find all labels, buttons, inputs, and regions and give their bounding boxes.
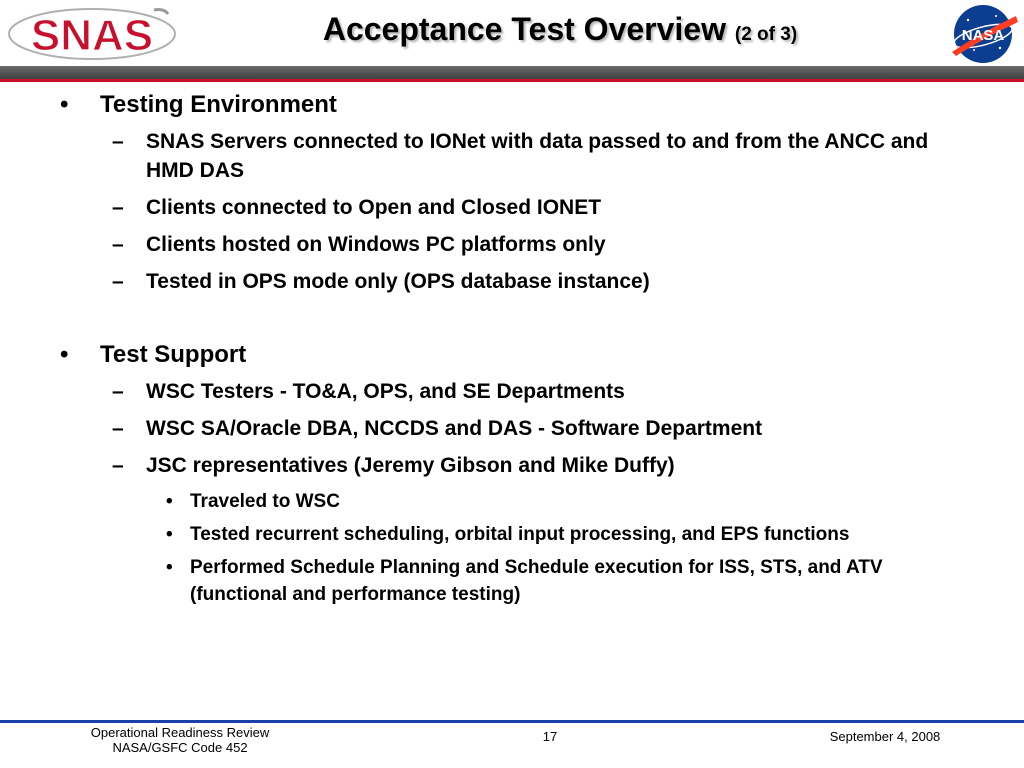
sub-bullet-text: SNAS Servers connected to IONet with data passed to and from the ANCC and HMD DAS bbox=[146, 130, 929, 182]
dash-marker: – bbox=[112, 270, 124, 293]
sub-bullet bbox=[0, 267, 936, 296]
sub-bullet-text: WSC SA/Oracle DBA, NCCDS and DAS - Software Department bbox=[146, 417, 763, 440]
sub-bullet bbox=[0, 127, 936, 185]
sub-bullet bbox=[0, 230, 936, 259]
sub-bullet-text: JSC representatives (Jeremy Gibson and Mike Duffy) bbox=[146, 454, 675, 477]
dash-marker: – bbox=[112, 417, 124, 440]
nasa-logo-text: NASA bbox=[961, 27, 1005, 44]
footer-event-title: Operational Readiness Review bbox=[90, 725, 270, 740]
small-bullet-marker: • bbox=[166, 491, 173, 512]
sub-sub-bullet-text: Performed Schedule Planning and Schedule execution for ISS, STS, and ATV (functional and performance testing) bbox=[190, 557, 883, 605]
slide-title bbox=[180, 11, 940, 48]
sub-bullet-text: WSC Testers - TO&A, OPS, and SE Departments bbox=[146, 380, 625, 403]
bullet-marker: • bbox=[60, 91, 69, 118]
sub-sub-bullet-text: Tested recurrent scheduling, orbital input processing, and EPS functions bbox=[190, 524, 850, 545]
small-bullet-marker: • bbox=[166, 524, 173, 545]
sub-sub-bullet bbox=[0, 554, 930, 608]
footer-date: September 4, 2008 bbox=[829, 729, 941, 744]
dash-marker: – bbox=[112, 380, 124, 403]
snas-logo-text: SNAS bbox=[30, 11, 154, 60]
bullet-heading-testing-environment bbox=[0, 90, 1024, 120]
footer-org-code: NASA/GSFC Code 452 bbox=[112, 740, 248, 755]
bullet-heading-test-support bbox=[0, 340, 1024, 370]
snas-logo bbox=[6, 6, 178, 62]
sub-bullet bbox=[0, 193, 936, 222]
sub-bullet bbox=[0, 451, 936, 480]
footer-event-info bbox=[60, 725, 300, 755]
bullet-marker: • bbox=[60, 341, 69, 368]
sub-bullet bbox=[0, 377, 936, 406]
page-number: 17 bbox=[542, 729, 558, 744]
sub-bullet-text: Tested in OPS mode only (OPS database instance) bbox=[146, 270, 650, 293]
small-bullet-marker: • bbox=[166, 557, 173, 578]
sub-sub-bullet bbox=[0, 488, 930, 515]
sub-sub-bullet bbox=[0, 521, 930, 548]
sub-bullet bbox=[0, 414, 936, 443]
slide-title-text: Acceptance Test Overview bbox=[322, 11, 726, 47]
nasa-logo bbox=[944, 2, 1022, 66]
dash-marker: – bbox=[112, 196, 124, 219]
slide-body bbox=[0, 90, 1024, 614]
sub-bullet-text: Clients connected to Open and Closed IONET bbox=[146, 196, 602, 219]
slide-title-suffix: (2 of 3) bbox=[734, 24, 798, 45]
dash-marker: – bbox=[112, 454, 124, 477]
dash-marker: – bbox=[112, 233, 124, 256]
header-divider-band bbox=[0, 66, 1024, 82]
bullet-heading-text: Testing Environment bbox=[100, 91, 337, 118]
slide-header bbox=[0, 0, 1024, 66]
bullet-heading-text: Test Support bbox=[100, 341, 247, 368]
sub-bullet-text: Clients hosted on Windows PC platforms only bbox=[146, 233, 606, 256]
sub-sub-bullet-text: Traveled to WSC bbox=[190, 491, 340, 512]
dash-marker: – bbox=[112, 130, 124, 153]
section-spacer bbox=[0, 304, 1024, 340]
footer-divider bbox=[0, 720, 1024, 723]
